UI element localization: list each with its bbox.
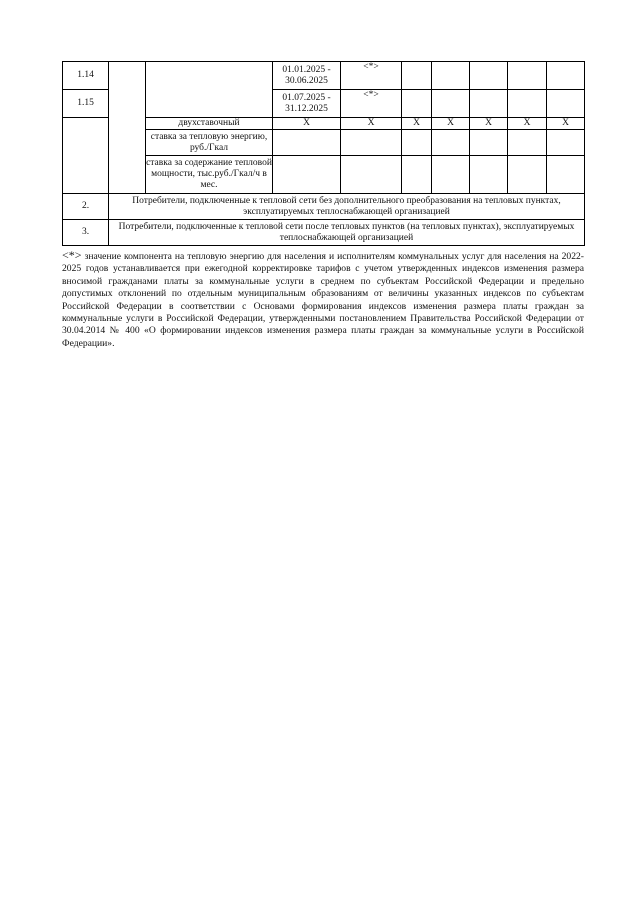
- x-mark: X: [341, 118, 402, 130]
- x-mark: X: [432, 118, 470, 130]
- row-number: 1.14: [63, 62, 109, 90]
- row-number: 1.15: [63, 90, 109, 118]
- rate-capacity-label: ставка за содержание тепловой мощности, тыс.руб./Гкал/ч в мес.: [146, 156, 273, 194]
- table-row: [63, 220, 585, 246]
- value-cell: <*>: [341, 62, 402, 90]
- x-mark: X: [273, 118, 341, 130]
- two-part-label: двухставочный: [146, 118, 273, 130]
- footnote: [62, 249, 584, 350]
- tariff-table: [62, 61, 585, 246]
- rate-energy-label: ставка за тепловую энергию, руб./Гкал: [146, 130, 273, 156]
- footnote-marker: <*>: [62, 248, 82, 262]
- section-number: 2.: [63, 194, 109, 220]
- section-text: Потребители, подключенные к тепловой сети без дополнительного преобразования на тепловых пунктах, эксплуатируемых теплоснабжающей организацией: [109, 194, 585, 220]
- section-text: Потребители, подключенные к тепловой сети после тепловых пунктов (на тепловых пунктах), эксплуатируемых теплоснабжающей организацией: [109, 220, 585, 246]
- period-cell: 01.01.2025 - 30.06.2025: [273, 62, 341, 90]
- empty-cell: [146, 62, 273, 118]
- table-row: [63, 194, 585, 220]
- x-mark: X: [547, 118, 585, 130]
- table-row: [63, 62, 585, 90]
- footnote-text: значение компонента на тепловую энергию для населения и исполнителям коммунальных услуг для населения на 2022-2025 годов устанавливается при ежегодной корректировке тарифов с учетом утвержденных индексов изменения размера вносимой гражданами платы за коммунальные услуги в среднем по субъектам Российской Федерации и предельно допустимых отклонений по отдельным муниципальным образованиям от величины указанных индексов по субъектам Российской Федерации в соответствии с Основами формирования индексов изменения размера платы граждан за коммунальные услуги в Российской Федерации, утвержденными постановлением Правительства Российской Федерации от 30.04.2014 № 400 «О формировании индексов изменения размера платы граждан за коммунальные услуги в Российской Федерации».: [62, 251, 585, 349]
- x-mark: X: [470, 118, 508, 130]
- empty-cell: [109, 62, 146, 194]
- section-number: 3.: [63, 220, 109, 246]
- value-cell: <*>: [341, 90, 402, 118]
- period-cell: 01.07.2025 - 31.12.2025: [273, 90, 341, 118]
- empty-cell: [63, 118, 109, 194]
- x-mark: X: [402, 118, 432, 130]
- x-mark: X: [508, 118, 547, 130]
